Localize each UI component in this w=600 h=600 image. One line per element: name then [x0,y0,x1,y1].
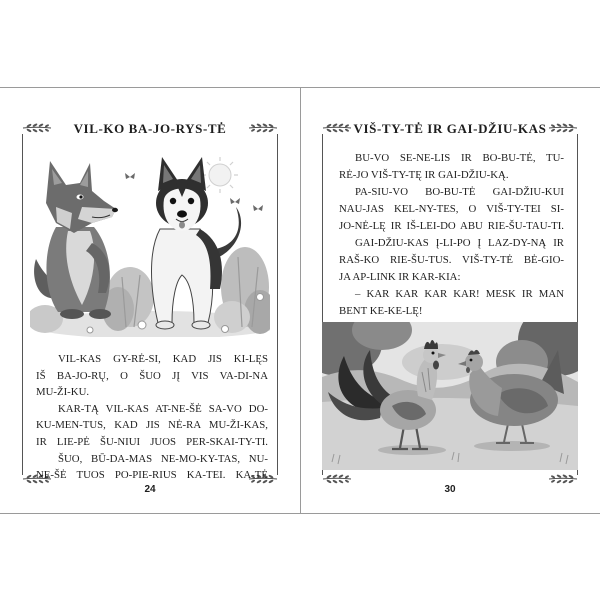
rooster-wattle [433,361,439,370]
page-number: 24 [144,484,156,495]
rooster-eye [432,352,435,355]
text-line: IŠ BA-JO-RŲ, O ŠUO JĮ VIS VA-DI-NA [36,369,268,382]
page-title: VIL-KO BA-JO-RYS-TĖ [73,121,227,136]
text-line: KAR-TĄ VIL-KAS AT-NE-ŠĖ SA-VO DO- [58,402,268,415]
wolf-nose [112,208,118,212]
wolf-paw [89,309,111,319]
husky-eye [188,198,194,204]
laurel-ornament-icon [548,473,578,485]
page-body-text [36,351,268,484]
book-spine [300,87,301,514]
husky-paw [156,321,174,329]
text-line: NAU-JAS KEL-NY-TES, O VIŠ-TY-TEI SI- [339,203,564,215]
laurel-ornament-icon [248,122,278,134]
text-line: JO-NĖ-LĘ IR IŠ-LEI-DO ABU RIE-ŠU-TAU-TI. [339,220,564,232]
text-line: – KAR KAR KAR KAR! MESK IR MAN [355,288,564,300]
wolf-paw [60,309,84,319]
hen-shadow [474,441,550,451]
wolf-pupil [79,195,82,198]
hen-eye [470,359,473,362]
husky-body [152,229,213,323]
hen-wattle [466,367,470,373]
laurel-ornament-icon [322,473,352,485]
page-number: 30 [444,484,456,495]
text-line: NE-ŠĖ TUOS PO-PIE-RIUS KA-TEI. KA-TĖ [36,469,268,482]
husky-eye [170,198,176,204]
laurel-ornament-icon [22,122,52,134]
text-line: PA-SIU-VO BO-BU-TĖ GAI-DŽIU-KUI [355,186,564,198]
left-page-frame-right [277,134,278,475]
rooster-and-hen-illustration [322,322,578,470]
text-line: IR LIE-PĖ ŠU-NIUI JUOS PER-SKAI-TY-TI. [36,435,268,448]
text-line: BENT KE-KE-LĘ! [339,305,423,317]
text-line: ŠUO, BŪ-DA-MAS NE-MO-KY-TAS, NU- [58,452,268,465]
husky-nose [177,210,187,217]
text-line: GAI-DŽIU-KAS Į-LI-PO Į LAZ-DY-NĄ IR [355,237,564,249]
left-page-frame-left [22,134,23,475]
wolf-and-dog-illustration [30,147,270,337]
text-line: RĖ-JO VIŠ-TY-TĘ IR GAI-DŽIU-KĄ. [339,169,509,181]
wolf [34,161,118,319]
page-title: VIŠ-TY-TĖ IR GAI-DŽIU-KAS [353,121,547,136]
text-line: BU-VO SE-NE-LIS IR BO-BU-TĖ, TU- [355,152,564,164]
husky-tongue [179,222,185,229]
text-line: RAŠ-KO RIE-ŠU-TUS. VIŠ-TY-TĖ BĖ-GIO- [339,254,564,266]
sun [202,157,238,193]
page-body-text [339,150,564,320]
husky-paw [192,321,210,329]
text-line: VIL-KAS GY-RĖ-SI, KAD JIS KI-LĘS [58,353,268,365]
text-line: JA AP-LINK IR KAR-KIA: [339,271,461,283]
text-line: MU-ŽI-KU. [36,386,90,399]
text-line: KU-MEN-TUS, KAD JIS NĖ-RA MU-ŽI-KAS, [36,419,268,432]
wolf-muzzle [78,207,116,223]
